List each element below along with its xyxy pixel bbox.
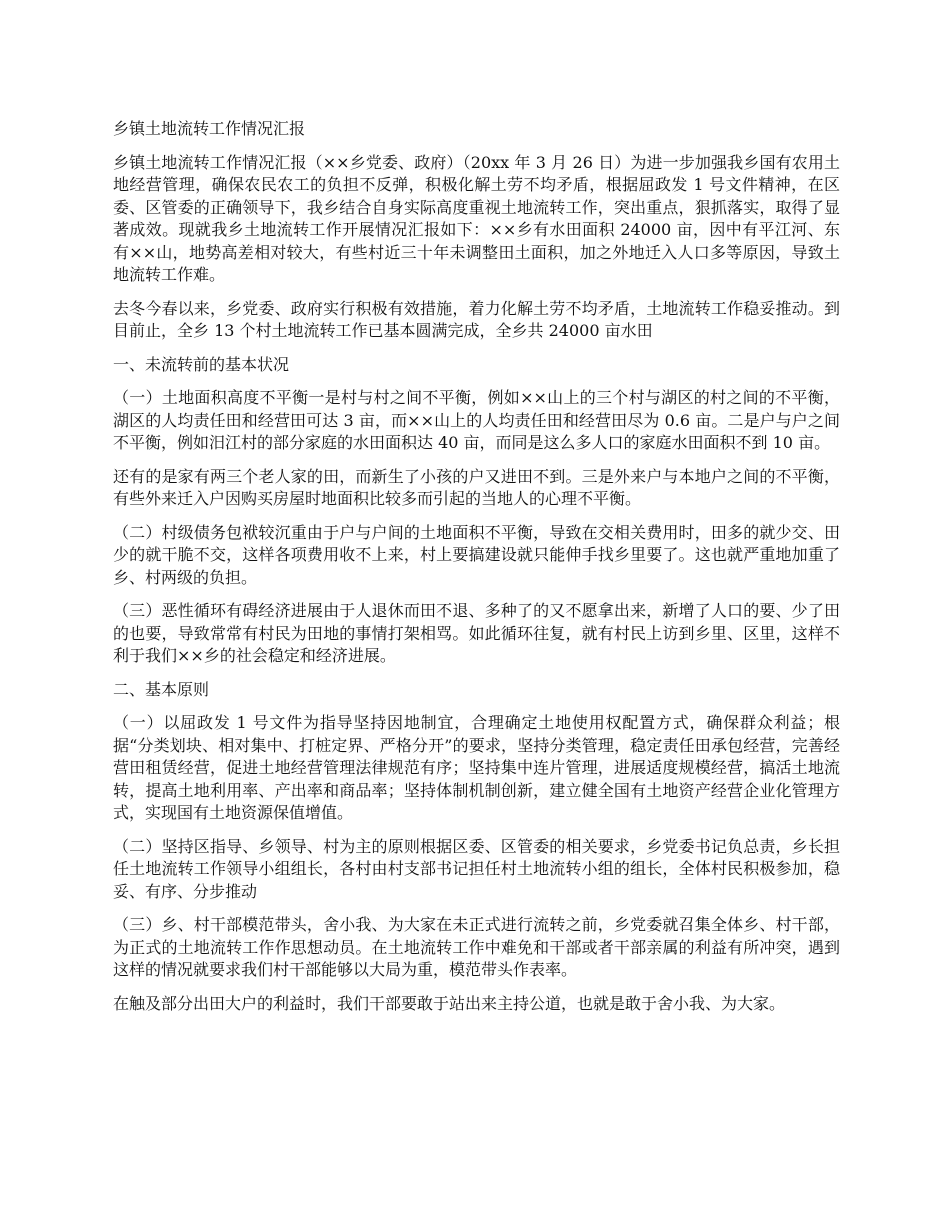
paragraph-village-debt: （二）村级债务包袱较沉重由于户与户间的土地面积不平衡，导致在交相关费用时，田多的就少交、田少的就干脆不交，这样各项费用收不上来，村上要搞建设就只能伸手找乡里要了。这也就严重地加重了乡、村两级的负担。: [113, 522, 840, 587]
document-page: [113, 118, 840, 1026]
paragraph-progress: 去冬今春以来，乡党委、政府实行积极有效措施，着力化解土劳不均矛盾，土地流转工作稳妥推动。到目前止，全乡 13 个村土地流转工作已基本圆满完成，全乡共 24000 亩水田: [113, 298, 840, 340]
document-title: 乡镇土地流转工作情况汇报: [113, 119, 306, 138]
paragraph-land-imbalance: （一）土地面积高度不平衡一是村与村之间不平衡，例如××山上的三个村与湖区的村之间的不平衡，湖区的人均责任田和经营田可达 3 亩，而××山上的人均责任田和经营田尽为 0.6 亩。二是户与户之间不平衡，例如汨江村的部分家庭的水田面积达 40 亩，而同是这么多人口的家庭水田面积不到 10 亩。: [113, 388, 840, 452]
paragraph-principle-2: （二）坚持区指导、乡领导、村为主的原则根据区委、区管委的相关要求，乡党委书记负总责，乡长担任土地流转工作领导小组组长，各村由村支部书记担任村土地流转小组的组长，全体村民积极参加，稳妥、有序、分步推动: [113, 836, 840, 901]
paragraph-closing: 在触及部分出田大户的利益时，我们干部要敢于站出来主持公道，也就是敢于舍小我、为大家。: [113, 993, 786, 1013]
paragraph-vicious-cycle: （三）恶性循环有碍经济进展由于人退休而田不退、多种了的又不愿拿出来，新增了人口的要、少了田的也要，导致常常有村民为田地的事情打架相骂。如此循环往复，就有村民上访到乡里、区里，这样不利于我们××乡的社会稳定和经济进展。: [113, 601, 840, 665]
paragraph-principle-3: （三）乡、村干部模范带头，舍小我、为大家在未正式进行流转之前，乡党委就召集全体乡、村干部，为正式的土地流转工作作思想动员。在土地流转工作中难免和干部或者干部亲属的利益有所冲突，遇到这样的情况就要求我们村干部能够以大局为重，模范带头作表率。: [113, 915, 840, 979]
paragraph-other-imbalance: 还有的是家有两三个老人家的田，而新生了小孩的户又进田不到。三是外来户与本地户之间的不平衡，有些外来迁入户因购买房屋时地面积比较多而引起的当地人的心理不平衡。: [113, 466, 840, 508]
section-heading-basic-principles: 二、基本原则: [113, 679, 210, 699]
paragraph-intro: 乡镇土地流转工作情况汇报（××乡党委、政府）（20xx 年 3 月 26 日）为进一步加强我乡国有农用土地经营管理，确保农民农工的负担不反弹，积极化解土劳不均矛盾，根据屈政发 1 号文件精神，在区委、区管委的正确领导下，我乡结合自身实际高度重视土地流转工作，突出重点，狠抓落实，取得了显著成效。现就我乡土地流转工作开展情况汇报如下：××乡有水田面积 24000 亩，因中有平江河、东有××山，地势高差相对较大，有些村近三十年未调整田土面积，加之外地迁入人口多等原因，导致土地流转工作难。: [113, 152, 840, 284]
section-heading-basic-situation: 一、未流转前的基本状况: [113, 354, 290, 374]
paragraph-principle-1: （一）以屈政发 1 号文件为指导坚持因地制宜，合理确定土地使用权配置方式，确保群众利益；根据“分类划块、相对集中、打桩定界、严格分开”的要求，坚持分类管理，稳定责任田承包经营，完善经营田租赁经营，促进土地经营管理法律规范有序；坚持集中连片管理，进展适度规模经营，搞活土地流转，提高土地利用率、产出率和商品率；坚持体制机制创新，建立健全国有土地资产经营企业化管理方式，实现国有土地资源保值增值。: [113, 713, 840, 822]
